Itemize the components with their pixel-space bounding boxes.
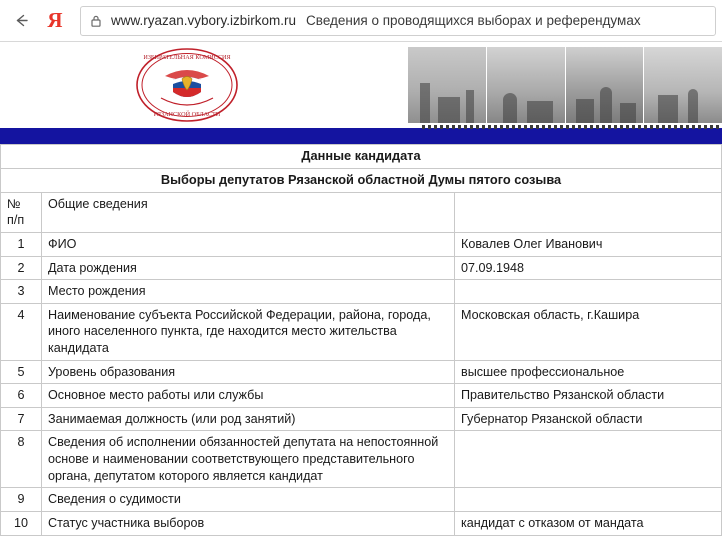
row-value bbox=[455, 488, 722, 512]
header-num-line2: п/п bbox=[7, 213, 25, 228]
table-row bbox=[1, 280, 722, 304]
table-row bbox=[1, 303, 722, 360]
header-photo-strip bbox=[408, 47, 722, 123]
row-value bbox=[455, 280, 722, 304]
row-label: Уровень образования bbox=[42, 360, 455, 384]
candidate-data-content bbox=[0, 144, 722, 536]
table-row bbox=[1, 256, 722, 280]
back-button[interactable] bbox=[6, 6, 36, 36]
table-title-row bbox=[1, 145, 722, 169]
row-number: 6 bbox=[1, 384, 42, 408]
row-value: высшее профессиональное bbox=[455, 360, 722, 384]
address-bar-url: www.ryazan.vybory.izbirkom.ru bbox=[111, 13, 297, 28]
svg-text:РЯЗАНСКОЙ ОБЛАСТИ: РЯЗАНСКОЙ ОБЛАСТИ bbox=[153, 111, 221, 118]
row-value: Ковалев Олег Иванович bbox=[455, 233, 722, 257]
row-number: 2 bbox=[1, 256, 42, 280]
table-subtitle-row bbox=[1, 168, 722, 192]
header-num-line1: № bbox=[7, 196, 21, 211]
row-label: Дата рождения bbox=[42, 256, 455, 280]
row-label: Занимаемая должность (или род занятий) bbox=[42, 407, 455, 431]
lock-icon bbox=[89, 14, 103, 28]
row-value bbox=[455, 431, 722, 488]
table-title: Данные кандидата bbox=[1, 145, 722, 169]
row-value: Правительство Рязанской области bbox=[455, 384, 722, 408]
table-row bbox=[1, 360, 722, 384]
table-row bbox=[1, 511, 722, 535]
svg-text:ИЗБИРАТЕЛЬНАЯ КОМИССИЯ: ИЗБИРАТЕЛЬНАЯ КОМИССИЯ bbox=[143, 54, 231, 61]
row-label: Место рождения bbox=[42, 280, 455, 304]
table-subtitle: Выборы депутатов Рязанской областной Думы пятого созыва bbox=[1, 168, 722, 192]
header-photo-4 bbox=[644, 47, 722, 123]
header-value-cell bbox=[455, 192, 722, 232]
yandex-logo-icon[interactable]: Я bbox=[47, 8, 63, 32]
row-number: 4 bbox=[1, 303, 42, 360]
back-arrow-icon bbox=[13, 12, 30, 29]
row-label: Наименование субъекта Российской Федерации, района, города, иного населенного пункта, где находится место жительства кандидата bbox=[42, 303, 455, 360]
site-header bbox=[0, 42, 722, 128]
candidate-data-table bbox=[0, 144, 722, 536]
row-value: кандидат с отказом от мандата bbox=[455, 511, 722, 535]
row-label: ФИО bbox=[42, 233, 455, 257]
row-number: 7 bbox=[1, 407, 42, 431]
header-photo-2 bbox=[487, 47, 566, 123]
row-label: Сведения о судимости bbox=[42, 488, 455, 512]
row-number: 10 bbox=[1, 511, 42, 535]
header-photo-1 bbox=[408, 47, 487, 123]
header-general-info: Общие сведения bbox=[42, 192, 455, 232]
row-number: 5 bbox=[1, 360, 42, 384]
address-bar[interactable] bbox=[80, 6, 716, 36]
table-row bbox=[1, 384, 722, 408]
row-value: Губернатор Рязанской области bbox=[455, 407, 722, 431]
header-photo-3 bbox=[566, 47, 645, 123]
row-number: 1 bbox=[1, 233, 42, 257]
row-value: Московская область, г.Кашира bbox=[455, 303, 722, 360]
browser-toolbar bbox=[0, 0, 722, 42]
table-row bbox=[1, 431, 722, 488]
page-body bbox=[0, 42, 722, 530]
header-num-cell bbox=[1, 192, 42, 232]
row-number: 3 bbox=[1, 280, 42, 304]
election-commission-emblem-icon bbox=[135, 46, 239, 124]
row-label: Основное место работы или службы bbox=[42, 384, 455, 408]
table-row bbox=[1, 488, 722, 512]
row-label: Сведения об исполнении обязанностей депутата на непостоянной основе и наименовании соответствующего представительного органа, депутатом которого является кандидат bbox=[42, 431, 455, 488]
row-label: Статус участника выборов bbox=[42, 511, 455, 535]
address-bar-page-title: Сведения о проводящихся выборах и референдумах bbox=[306, 13, 641, 28]
row-number: 9 bbox=[1, 488, 42, 512]
band-dotted-divider bbox=[422, 125, 722, 129]
table-header-row bbox=[1, 192, 722, 232]
table-row bbox=[1, 407, 722, 431]
header-blue-band bbox=[0, 128, 722, 144]
row-number: 8 bbox=[1, 431, 42, 488]
table-row bbox=[1, 233, 722, 257]
row-value: 07.09.1948 bbox=[455, 256, 722, 280]
